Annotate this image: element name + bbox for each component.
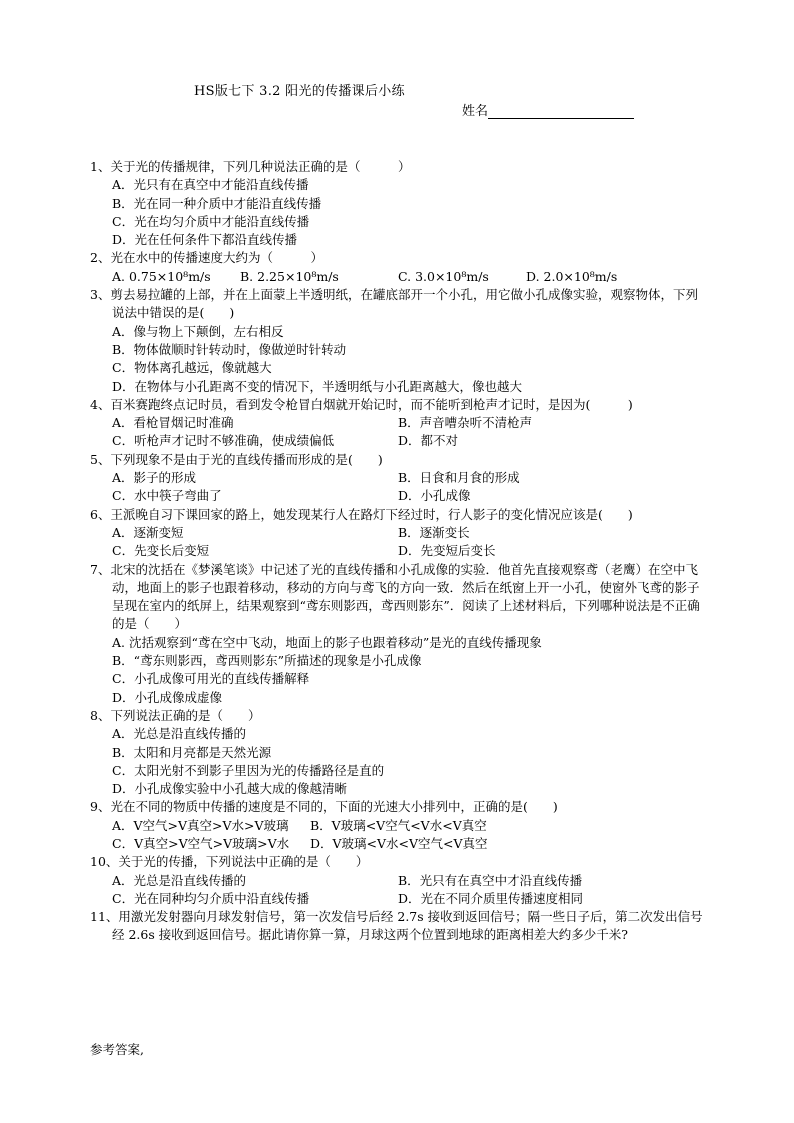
option-b: B．“鸢东则影西，鸢西则影东”所描述的现象是小孔成像 [112,653,422,669]
question-stem: 10、关于光的传播，下列说法中正确的是（ ） [90,854,369,870]
question-11 [90,908,710,945]
option-b: B．V玻璃<V空气<V水<V真空 [310,817,487,833]
name-blank [488,105,634,119]
question-stem: 5、下列现象不是由于光的直线传播而形成的是( ) [90,451,383,467]
option-b: B．太阳和月亮都是天然光源 [112,744,272,760]
option-b: B. 2.25×10⁸m/s [240,268,339,284]
option-c: C．小孔成像可用光的直线传播解释 [112,671,310,687]
option-b: B．光只有在真空中才沿直线传播 [398,872,583,888]
question-5 [90,451,710,506]
option-c: C．物体离孔越远，像就越大 [112,360,272,376]
option-d: D. 2.0×10⁸m/s [526,268,618,284]
option-row [90,524,710,542]
option-row [90,414,710,432]
question-10 [90,853,710,908]
question-9 [90,798,710,853]
option-c: C．水中筷子弯曲了 [112,488,222,504]
answer-key-label: 参考答案, [90,1042,144,1057]
question-7 [90,561,710,707]
option-c: C. 3.0×10⁸m/s [398,268,489,284]
option-b: B．日食和月食的形成 [398,470,520,486]
question-stem: 3、剪去易拉罐的上部，并在上面蒙上半透明纸，在罐底部开一个小孔，用它做小孔成像实验，观察物体，下列说法中错误的是( ) [90,287,698,321]
question-4 [90,396,710,451]
option-d: D．小孔成像成虚像 [112,689,223,705]
question-3 [90,286,710,396]
question-stem: 9、光在不同的物质中传播的速度是不同的，下面的光速大小排列中，正确的是( ) [90,799,558,815]
option-d: D．先变短后变长 [398,543,496,559]
option-d: D．光在任何条件下都沿直线传播 [112,232,298,248]
option-row [90,469,710,487]
question-stem: 4、百米赛跑终点记时员，看到发令枪冒白烟就开始记时，而不能听到枪声才记时，是因为( ) [90,396,633,412]
option-row [90,487,710,505]
name-label: 姓名 [462,104,489,119]
option-c: C．光在均匀介质中才能沿直线传播 [112,213,310,229]
option-d: D．光在不同介质里传播速度相同 [398,890,584,906]
option-row [90,542,710,560]
option-b: B．声音嘈杂听不清枪声 [398,415,533,431]
option-c: C．太阳光射不到影子里因为光的传播路径是直的 [112,762,385,778]
question-stem: 1、关于光的传播规律，下列几种说法正确的是（ ） [90,159,411,174]
option-a: A．像与物上下颠倒，左右相反 [112,323,284,339]
option-d: D．小孔成像实验中小孔越大成的像越清晰 [112,781,348,797]
option-d: D．在物体与小孔距离不变的情况下，半透明纸与小孔距离越大，像也越大 [112,378,523,394]
question-stem: 8、下列说法正确的是（ ） [90,707,261,723]
question-8 [90,707,710,798]
option-b: B．逐渐变长 [398,524,470,540]
option-a: A．光只有在真空中才能沿直线传播 [112,177,309,193]
option-b: B．光在同一种介质中才能沿直线传播 [112,195,322,211]
option-a: A．V空气>V真空>V水>V玻璃 [112,817,289,833]
question-6 [90,506,710,561]
option-a: A．影子的形成 [112,470,197,486]
option-row [90,835,710,853]
option-b: B．物体做顺时针转动时，像做逆时针转动 [112,341,347,357]
option-a: A．逐渐变短 [112,524,184,540]
option-d: D．小孔成像 [398,488,471,504]
option-a: A．光总是沿直线传播的 [112,872,247,888]
option-row [90,268,710,286]
question-stem: 2、光在水中的传播速度大约为（ ） [90,250,323,266]
option-a: A. 0.75×10⁸m/s [112,268,211,284]
option-row [90,872,710,890]
option-a: A．看枪冒烟记时准确 [112,415,234,431]
option-d: D．都不对 [398,433,459,449]
question-list [90,158,710,945]
question-stem: 7、北宋的沈括在《梦溪笔谈》中记述了光的直线传播和小孔成像的实验．他首先直接观察鸢（老鹰）在空中飞动，地面上的影子也跟着移动，移动的方向与鸢飞的方向一致．然后在纸窗上开一小孔，使窗外飞鸢的影子呈现在室内的纸屏上，结果观察到“鸢东则影西，鸢西则影东”．阅读了上述材料后，下列哪种说法是不正确的是（ ） [90,561,700,632]
option-d: D．V玻璃<V水<V空气<V真空 [310,835,488,851]
option-a: A. 沈括观察到“鸢在空中飞动，地面上的影子也跟着移动”是光的直线传播现象 [112,634,542,650]
option-row [90,890,710,908]
name-field [462,100,634,119]
question-stem: 6、王派晚自习下课回家的路上，她发现某行人在路灯下经过时，行人影子的变化情况应该是( ) [90,506,633,522]
option-row [90,817,710,835]
option-row [90,432,710,450]
question-1 [90,158,710,249]
option-c: C．先变长后变短 [112,543,210,559]
question-2 [90,249,710,286]
page-title: HS版七下 3.2 阳光的传播课后小练 [194,84,405,99]
question-stem: 11、用激光发射器向月球发射信号，第一次发信号后经 2.7s 接收到返回信号；隔一些日子后，第二次发出信号经 2.6s 接收到返回信号。据此请你算一算，月球这两个位置到地球的距离相差大约多少千米? [90,909,703,943]
option-c: C．听枪声才记时不够准确，使成绩偏低 [112,433,335,449]
option-c: C．光在同种均匀介质中沿直线传播 [112,890,310,906]
option-a: A．光总是沿直线传播的 [112,726,247,742]
option-c: C．V真空>V空气>V玻璃>V水 [112,835,290,851]
